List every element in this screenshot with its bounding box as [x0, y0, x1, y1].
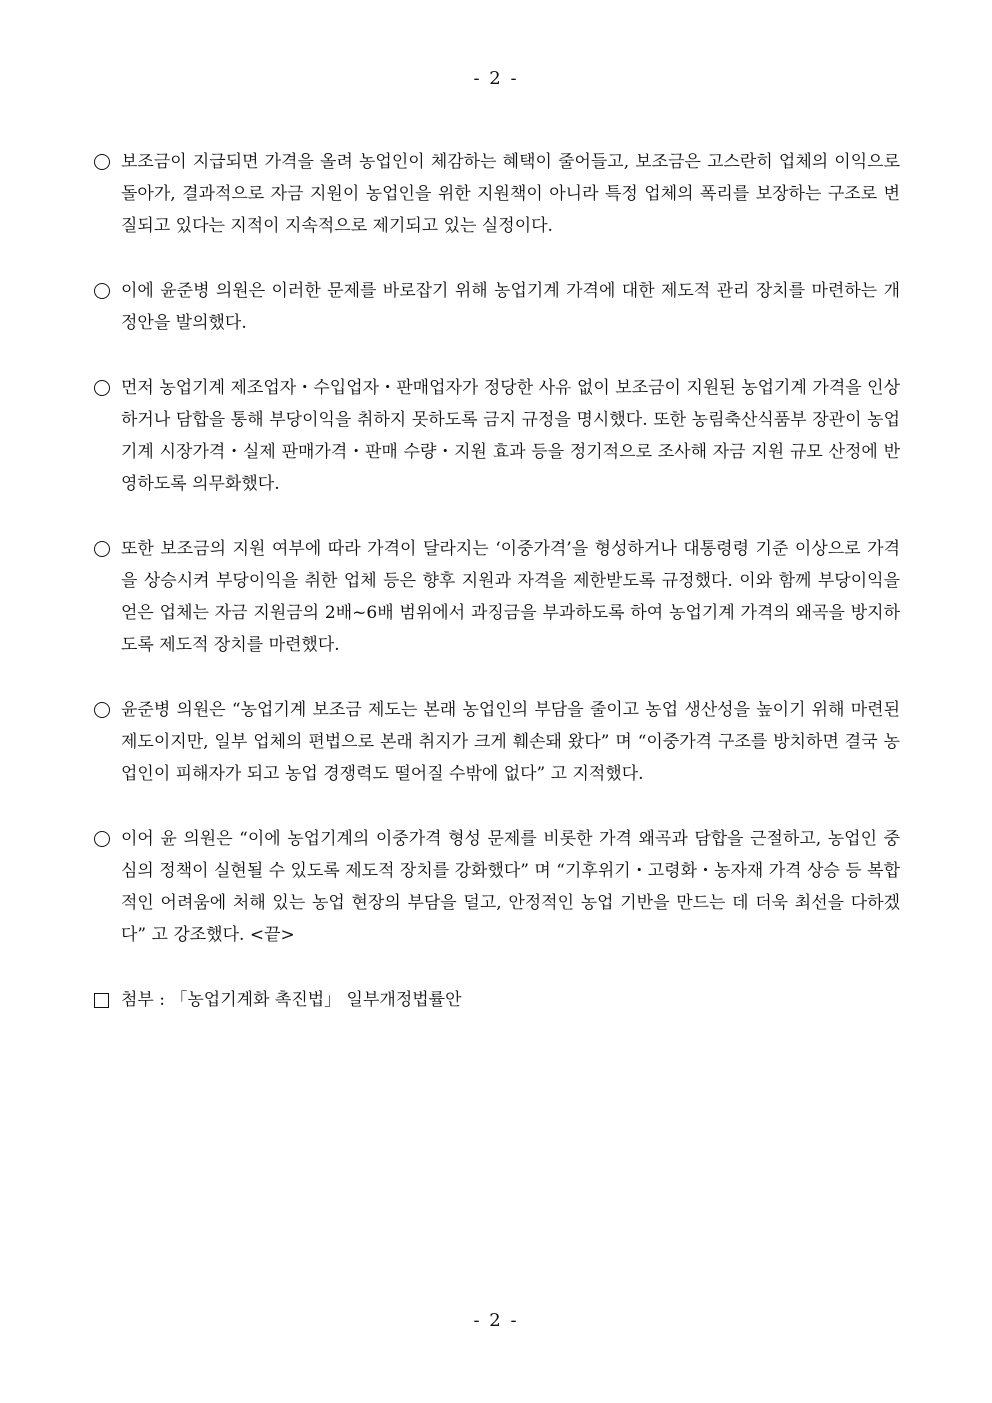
paragraph-6	[94, 823, 900, 951]
paragraph-4	[94, 533, 900, 661]
paragraph-6-text: 이어 윤 의원은 “이에 농업기계의 이중가격 형성 문제를 비롯한 가격 왜곡과 담합을 근절하고, 농업인 중심의 정책이 실현될 수 있도록 제도적 장치를 강화했다” 며 “기후위기・고령화・농자재 가격 상승 등 복합적인 어려움에 처해 있는 농업 현장의 부담을 덜고, 안정적인 농업 기반을 만드는 데 더욱 최선을 다하겠다” 고 강조했다. <끝>	[121, 829, 900, 945]
circle-bullet-icon	[94, 283, 110, 299]
page-number-top: - 2 -	[473, 68, 519, 89]
paragraph-5-text: 윤준병 의원은 “농업기계 보조금 제도는 본래 농업인의 부담을 줄이고 농업 생산성을 높이기 위해 마련된 제도이지만, 일부 업체의 편법으로 본래 취지가 크게 훼손돼 왔다” 며 “이중가격 구조를 방치하면 결국 농업인이 피해자가 되고 농업 경쟁력도 떨어질 수밖에 없다” 고 지적했다.	[121, 700, 900, 784]
page-number-bottom: - 2 -	[473, 1310, 519, 1331]
paragraph-1	[94, 146, 900, 242]
circle-bullet-icon	[94, 380, 110, 396]
paragraph-2	[94, 275, 900, 339]
paragraph-2-text: 이에 윤준병 의원은 이러한 문제를 바로잡기 위해 농업기계 가격에 대한 제도적 관리 장치를 마련하는 개정안을 발의했다.	[121, 281, 900, 333]
paragraph-5	[94, 694, 900, 790]
circle-bullet-icon	[94, 541, 110, 557]
paragraph-4-text: 또한 보조금의 지원 여부에 따라 가격이 달라지는 ‘이중가격’을 형성하거나 대통령령 기준 이상으로 가격을 상승시켜 부당이익을 취한 업체 등은 향후 지원과 자격을 제한받도록 규정했다. 이와 함께 부당이익을 얻은 업체는 자금 지원금의 2배~6배 범위에서 과징금을 부과하도록 하여 농업기계 가격의 왜곡을 방지하도록 제도적 장치를 마련했다.	[121, 539, 900, 655]
attachment-text: 첨부 : 「농업기계화 촉진법」 일부개정법률안	[121, 990, 462, 1010]
circle-bullet-icon	[94, 154, 110, 170]
paragraph-3-text: 먼저 농업기계 제조업자・수입업자・판매업자가 정당한 사유 없이 보조금이 지원된 농업기계 가격을 인상하거나 담합을 통해 부당이익을 취하지 못하도록 금지 규정을 명시했다. 또한 농림축산식품부 장관이 농업기계 시장가격・실제 판매가격・판매 수량・지원 효과 등을 정기적으로 조사해 자금 지원 규모 산정에 반영하도록 의무화했다.	[121, 378, 900, 494]
paragraph-3	[94, 372, 900, 500]
attachment-line	[94, 984, 900, 1016]
paragraph-1-text: 보조금이 지급되면 가격을 올려 농업인이 체감하는 혜택이 줄어들고, 보조금은 고스란히 업체의 이익으로 돌아가, 결과적으로 자금 지원이 농업인을 위한 지원책이 아니라 특정 업체의 폭리를 보장하는 구조로 변질되고 있다는 지적이 지속적으로 제기되고 있는 실정이다.	[121, 152, 900, 236]
document-body	[94, 146, 900, 1016]
circle-bullet-icon	[94, 831, 110, 847]
square-bullet-icon	[94, 993, 109, 1008]
circle-bullet-icon	[94, 702, 110, 718]
